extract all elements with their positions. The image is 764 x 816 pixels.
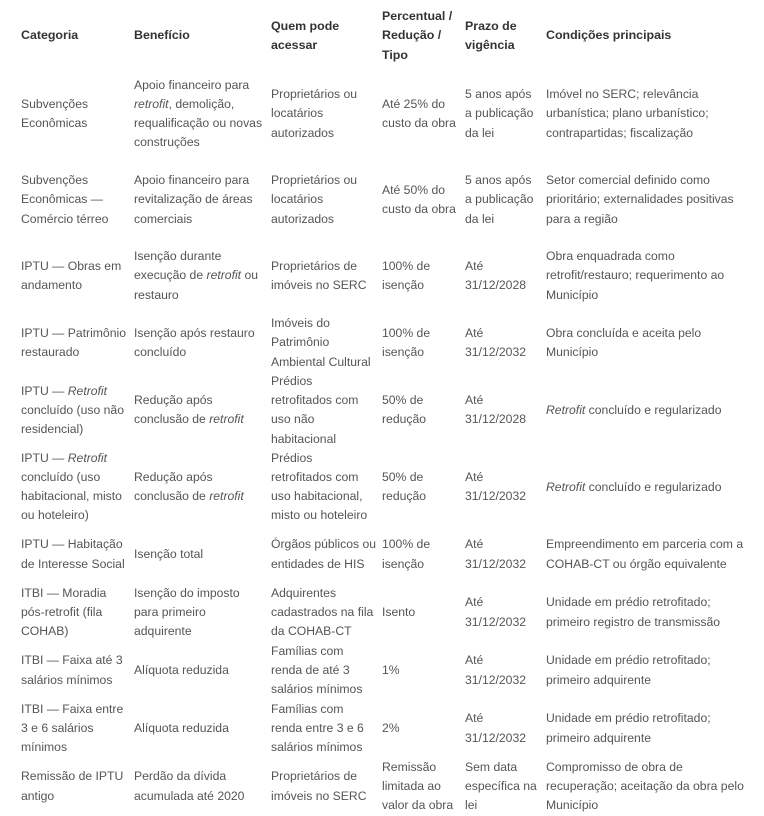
text: ou restauro bbox=[134, 268, 259, 302]
cell-beneficio bbox=[131, 238, 268, 314]
cell-categoria: ITBI — Faixa até 3 salários mínimos bbox=[21, 653, 123, 687]
cell-condicoes: Obra concluída e aceita pelo Município bbox=[546, 325, 702, 359]
benefits-table bbox=[18, 6, 758, 816]
cell-percentual: 100% de isenção bbox=[382, 258, 431, 292]
cell-prazo: Até 31/12/2032 bbox=[465, 325, 526, 359]
cell-categoria: IPTU — Habitação de Interesse Social bbox=[21, 537, 125, 571]
cell-categoria: Remissão de IPTU antigo bbox=[21, 769, 124, 803]
cell-categoria: Subvenções Econômicas bbox=[21, 96, 89, 130]
emphasis: Retrofit bbox=[546, 479, 586, 494]
cell-beneficio: Isenção após restauro concluído bbox=[134, 325, 255, 359]
cell-percentual: 100% de isenção bbox=[382, 537, 431, 571]
emphasis: retrofit bbox=[209, 412, 244, 427]
cell-percentual: Isento bbox=[382, 605, 416, 620]
table-row bbox=[18, 449, 758, 526]
header-quem-pode-acessar: Quem pode acessar bbox=[271, 18, 340, 52]
cell-condicoes bbox=[543, 449, 758, 526]
cell-prazo: Até 31/12/2032 bbox=[465, 653, 526, 687]
header-beneficio: Benefício bbox=[134, 28, 190, 43]
cell-beneficio: Alíquota reduzida bbox=[134, 663, 229, 678]
table-row bbox=[18, 642, 758, 700]
cell-beneficio: Isenção do imposto para primeiro adquirente bbox=[134, 585, 240, 639]
cell-prazo: Sem data específica na lei bbox=[465, 759, 537, 813]
cell-condicoes: Empreendimento em parceria com a COHAB-CT ou órgão equivalente bbox=[546, 537, 744, 571]
cell-beneficio bbox=[131, 449, 268, 526]
cell-percentual: 2% bbox=[382, 721, 400, 736]
header-categoria: Categoria bbox=[21, 28, 79, 43]
text: IPTU — bbox=[21, 383, 68, 398]
text: concluído e regularizado bbox=[585, 479, 722, 494]
text: IPTU — bbox=[21, 450, 68, 465]
table-row bbox=[18, 584, 758, 642]
cell-percentual: 1% bbox=[382, 663, 400, 678]
emphasis: Retrofit bbox=[546, 402, 586, 417]
cell-categoria: Subvenções Econômicas — Comércio térreo bbox=[21, 173, 109, 226]
cell-prazo: Até 31/12/2032 bbox=[465, 595, 526, 629]
emphasis: Retrofit bbox=[67, 450, 108, 465]
cell-quem: Imóveis do Patrimônio Ambiental Cultural bbox=[271, 316, 371, 369]
cell-quem: Famílias com renda entre 3 e 6 salários mínimos bbox=[271, 701, 364, 755]
cell-condicoes: Setor comercial definido como prioritário; externalidades positivas para a região bbox=[546, 173, 734, 226]
cell-beneficio bbox=[131, 66, 268, 162]
cell-beneficio bbox=[131, 372, 268, 449]
header-condicoes: Condições principais bbox=[546, 28, 672, 43]
cell-quem: Prédios retrofitados com uso não habitacional bbox=[271, 374, 359, 446]
text: , demolição, requalificação ou novas construções bbox=[134, 96, 263, 150]
cell-percentual: 100% de isenção bbox=[382, 325, 431, 359]
cell-quem: Adquirentes cadastrados na fila da COHAB-CT bbox=[271, 585, 374, 639]
cell-percentual: 50% de redução bbox=[382, 393, 427, 427]
cell-condicoes: Imóvel no SERC; relevância urbanística; plano urbanístico; contrapartidas; fiscalização bbox=[546, 87, 709, 140]
cell-percentual: Até 50% do custo da obra bbox=[382, 182, 456, 216]
cell-prazo: Até 31/12/2032 bbox=[465, 537, 526, 571]
cell-categoria: IPTU — Obras em andamento bbox=[21, 258, 122, 292]
emphasis: retrofit bbox=[134, 96, 169, 111]
cell-categoria bbox=[18, 449, 131, 526]
emphasis: retrofit bbox=[206, 268, 242, 283]
cell-quem: Proprietários ou locatários autorizados bbox=[271, 87, 358, 140]
cell-condicoes: Obra enquadrada como retrofit/restauro; requerimento ao Município bbox=[546, 249, 725, 302]
text: concluído e regularizado bbox=[585, 402, 722, 417]
cell-condicoes: Compromisso de obra de recuperação; aceitação da obra pelo Município bbox=[546, 759, 744, 813]
table-row bbox=[18, 372, 758, 449]
cell-condicoes bbox=[543, 372, 758, 449]
table-row bbox=[18, 700, 758, 758]
cell-prazo: 5 anos após a publicação da lei bbox=[465, 173, 534, 226]
emphasis: Retrofit bbox=[67, 383, 108, 398]
cell-quem: Prédios retrofitados com uso habitacional, misto ou hoteleiro bbox=[271, 450, 368, 523]
cell-categoria bbox=[18, 372, 131, 449]
text: Redução após conclusão de bbox=[134, 393, 213, 427]
cell-quem: Órgãos públicos ou entidades de HIS bbox=[271, 537, 377, 571]
cell-beneficio: Perdão da dívida acumulada até 2020 bbox=[134, 769, 245, 803]
cell-condicoes: Unidade em prédio retrofitado; primeiro registro de transmissão bbox=[546, 595, 721, 629]
cell-categoria: ITBI — Faixa entre 3 e 6 salários mínimos bbox=[21, 701, 124, 755]
cell-prazo: Até 31/12/2032 bbox=[465, 470, 526, 504]
cell-prazo: Até 31/12/2028 bbox=[465, 393, 526, 427]
table-row bbox=[18, 162, 758, 238]
cell-condicoes: Unidade em prédio retrofitado; primeiro adquirente bbox=[546, 653, 711, 687]
cell-quem: Proprietários de imóveis no SERC bbox=[271, 769, 367, 803]
cell-quem: Proprietários de imóveis no SERC bbox=[271, 258, 367, 292]
cell-categoria: ITBI — Moradia pós-retrofit (fila COHAB) bbox=[21, 585, 107, 639]
text: Redução após conclusão de bbox=[134, 470, 213, 504]
text: Apoio financeiro para bbox=[134, 77, 250, 92]
cell-percentual: Até 25% do custo da obra bbox=[382, 96, 456, 130]
cell-prazo: 5 anos após a publicação da lei bbox=[465, 87, 534, 140]
table-row bbox=[18, 526, 758, 584]
cell-condicoes: Unidade em prédio retrofitado; primeiro adquirente bbox=[546, 711, 711, 745]
text: Isenção durante execução de bbox=[134, 249, 222, 283]
cell-quem: Famílias com renda de até 3 salários mínimos bbox=[271, 643, 363, 697]
header-percentual: Percentual / Redução / Tipo bbox=[382, 8, 453, 62]
cell-beneficio: Isenção total bbox=[134, 547, 204, 562]
table-row bbox=[18, 758, 758, 816]
cell-categoria: IPTU — Patrimônio restaurado bbox=[21, 325, 126, 359]
cell-beneficio: Apoio financeiro para revitalização de áreas comerciais bbox=[134, 173, 253, 226]
cell-quem: Proprietários ou locatários autorizados bbox=[271, 173, 358, 226]
table-header-row bbox=[18, 6, 758, 66]
text: concluído (uso habitacional, misto ou hoteleiro) bbox=[21, 470, 122, 523]
cell-percentual: 50% de redução bbox=[382, 470, 427, 504]
header-prazo: Prazo de vigência bbox=[465, 18, 517, 52]
table-row bbox=[18, 238, 758, 314]
cell-prazo: Até 31/12/2032 bbox=[465, 711, 526, 745]
table-row bbox=[18, 314, 758, 372]
emphasis: retrofit bbox=[209, 489, 244, 504]
text: concluído (uso não residencial) bbox=[21, 402, 124, 436]
cell-beneficio: Alíquota reduzida bbox=[134, 721, 229, 736]
table-row bbox=[18, 66, 758, 162]
cell-percentual: Remissão limitada ao valor da obra bbox=[382, 759, 454, 813]
cell-prazo: Até 31/12/2028 bbox=[465, 258, 526, 292]
